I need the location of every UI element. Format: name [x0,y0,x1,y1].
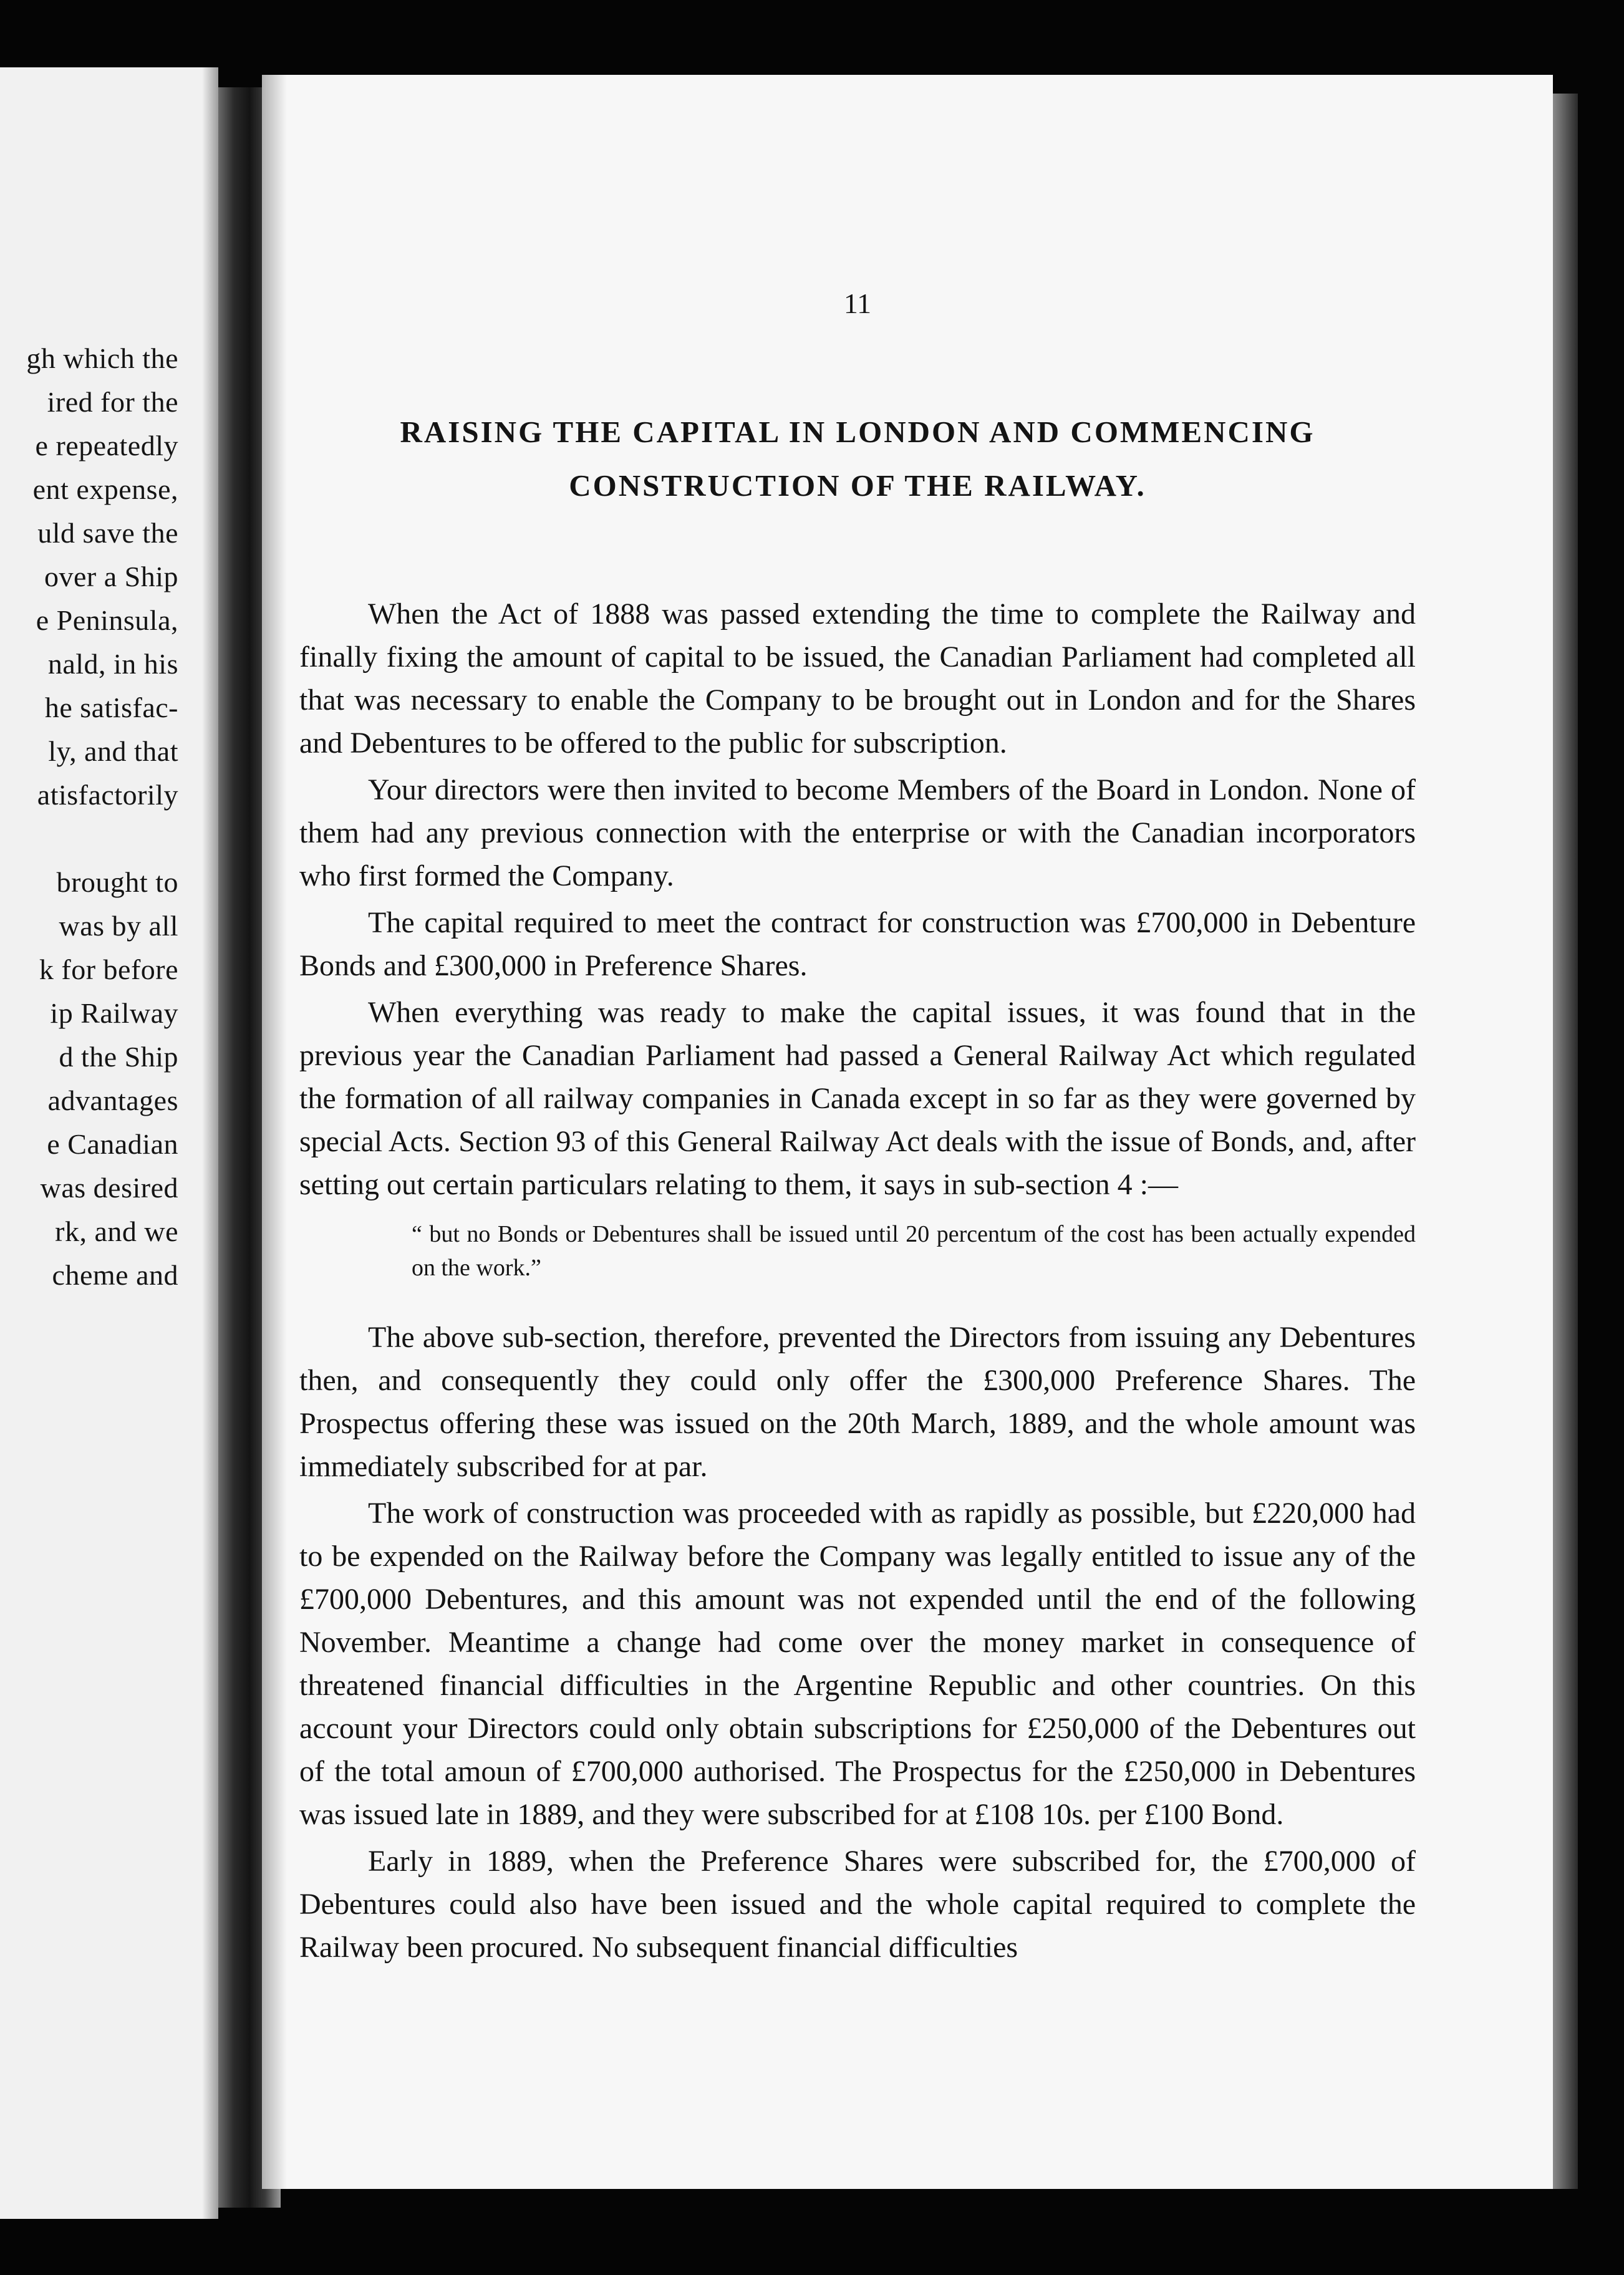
left-page-line: d the Ship [59,1041,178,1073]
left-page-line: ired for the [47,386,178,418]
left-page-edge-shadow [202,67,218,2219]
left-page-line: e Peninsula, [36,604,178,636]
left-page-line: was desired [40,1172,178,1204]
paragraph: When everything was ready to make the capital issues, it was found that in the previous year the Canadian Parliament had passed a General Railway Act which regulated the formation of all railway companies in Canada except in so far as they were governed by special Acts. Section 93 of this General Railway Act deals with the issue of Bonds, and, after setting out certain particulars relating to them, it says in sub-section 4 :— [299,996,1416,1201]
left-page-line: atisfactorily [37,779,178,811]
block-quote: “ but no Bonds or Debentures shall be issued until 20 percentum of the cost has been actually expended on the work.” [412,1221,1416,1281]
body-text [299,592,1416,1973]
left-page-line: gh which the [26,342,178,374]
left-page-line: ent expense, [32,473,178,505]
left-page-line: over a Ship [44,561,178,592]
left-page-line: ly, and that [48,735,178,767]
page-title [299,405,1416,513]
left-page-line: was by all [59,910,178,942]
right-page [262,75,1553,2189]
paragraph: When the Act of 1888 was passed extending the time to complete the Railway and finally fixing the amount of capital to be issued, the Canadian Parliament had completed all that was necessary to enable the Company to be brought out in London and for the Shares and Debentures to be offered to the public for subscription. [299,597,1416,760]
left-page-line: e repeatedly [35,430,178,461]
title-line-2: CONSTRUCTION OF THE RAILWAY. [569,468,1146,503]
left-page-line: cheme and [52,1259,178,1291]
right-page-edge [1553,94,1578,2189]
left-page-line: advantages [47,1084,178,1116]
left-page [0,67,218,2219]
left-page-line: ip Railway [50,997,178,1029]
left-page-line: brought to [56,866,178,898]
left-page-line: uld save the [37,517,178,549]
left-page-line: he satisfac- [44,692,178,723]
left-page-line: k for before [39,954,178,985]
right-page-gutter-shadow [262,75,287,2189]
left-page-line: e Canadian [47,1128,178,1160]
paragraph: Early in 1889, when the Preference Shares were subscribed for, the £700,000 of Debentures could also have been issued and the whole capital required to complete the Railway been procured. No subsequent financial difficulties [299,1845,1416,1964]
paragraph: The above sub-section, therefore, prevented the Directors from issuing any Debentures then, and consequently they could only offer the £300,000 Preference Shares. The Prospectus offering these was issued on the 20th March, 1889, and the whole amount was immediately subscribed for at par. [299,1321,1416,1483]
page-number: 11 [843,287,872,319]
left-page-line: rk, and we [55,1215,178,1247]
paragraph: The capital required to meet the contract for construction was £700,000 in Debenture Bonds and £300,000 in Preference Shares. [299,906,1416,982]
title-line-1: RAISING THE CAPITAL IN LONDON AND COMMENCING [400,415,1315,449]
left-page-line: nald, in his [47,648,178,680]
paragraph: Your directors were then invited to become Members of the Board in London. None of them had any previous connection with the enterprise or with the Canadian incorporators who first formed the Company. [299,773,1416,892]
paragraph: The work of construction was proceeded with as rapidly as possible, but £220,000 had to be expended on the Railway before the Company was legally entitled to issue any of the £700,000 Debentures, and this amount was not expended until the end of the following November. Meantime a change had come over the money market in consequence of threatened financial difficulties in the Argentine Republic and other countries. On this account your Directors could only obtain subscriptions for £250,000 of the Debentures out of the total amoun of £700,000 authorised. The Prospectus for the £250,000 in Debentures was issued late in 1889, and they were subscribed for at £108 10s. per £100 Bond. [299,1497,1416,1831]
